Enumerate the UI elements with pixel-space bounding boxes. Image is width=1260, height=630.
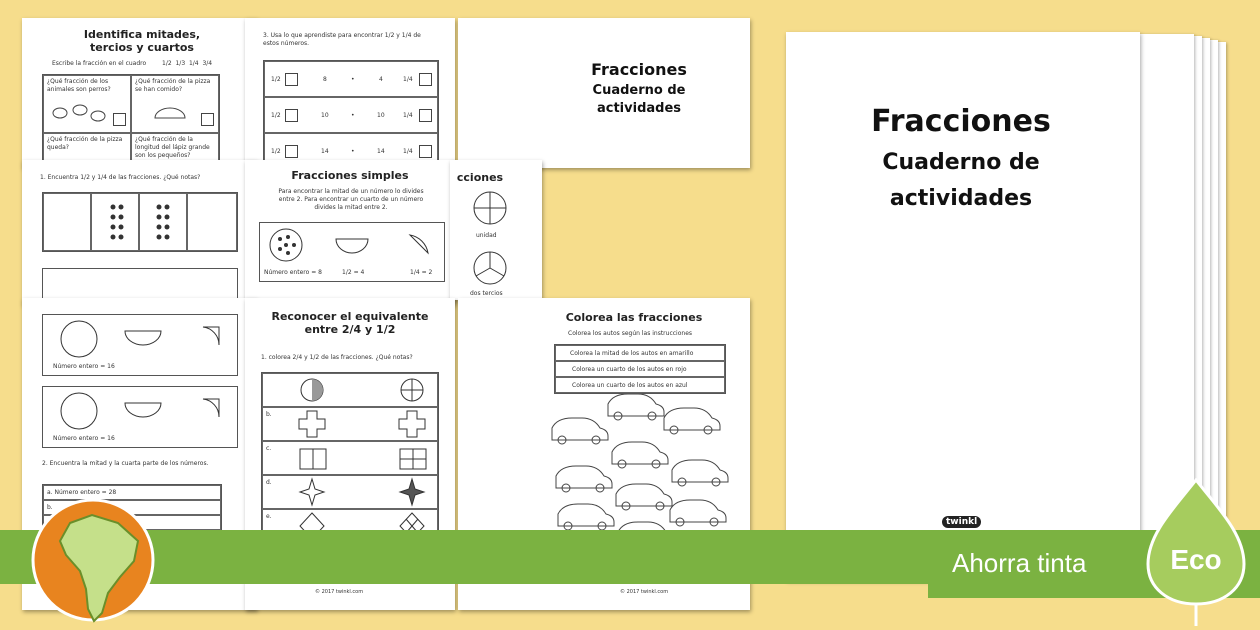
row-label: b.	[47, 504, 53, 511]
worksheet-instruction: 2. Encuentra la mitad y la cuarta parte de los números.	[42, 460, 209, 467]
circle-label: unidad	[476, 232, 497, 239]
pizza-icon	[150, 98, 190, 128]
fraction-label: 1/4	[403, 76, 413, 83]
twinkl-logo: twinkl	[942, 516, 981, 528]
fraction-label: 1/4	[403, 112, 413, 119]
bullet: •	[351, 112, 355, 119]
worksheet-text: Para encontrar la mitad de un número lo divides entre 2. Para encontrar un cuarto de un número divides la mitad entre 2.	[278, 188, 424, 211]
worksheet-instruction: 1. colorea 2/4 y 1/2 de las fracciones. ¿Qué notas?	[261, 354, 413, 361]
row-label: e.	[266, 513, 272, 520]
answer-box[interactable]	[285, 73, 298, 86]
whole-number-label: Número entero = 16	[53, 435, 115, 442]
animals-illustration	[50, 98, 110, 128]
question-cell	[131, 75, 219, 133]
cover-subtitle: Cuaderno de actividades	[592, 83, 686, 116]
worksheet-title: cciones	[456, 171, 504, 184]
worksheet-title: Identifica mitades, tercios y cuartos	[83, 28, 201, 54]
shapes-illustration	[43, 315, 237, 363]
fraction-label: 1/4	[188, 60, 199, 67]
question-cell	[43, 75, 131, 133]
whole-number: 8	[323, 76, 327, 83]
worksheet-circles	[450, 160, 542, 300]
whole-number-label: Número entero = 8	[264, 269, 322, 276]
footer: © 2017 twinkl.com	[315, 589, 364, 595]
cover-page-large	[786, 32, 1140, 580]
worksheet-instruction: 1. Encuentra 1/2 y 1/4 de las fracciones. ¿Qué notas?	[40, 174, 201, 181]
fraction-label: 1/2	[162, 60, 172, 67]
table-row	[264, 97, 438, 133]
circle-label: dos tercios	[470, 290, 503, 297]
ahorra-tinta-label: Ahorra tinta	[952, 548, 1087, 578]
cover-subtitle: Cuaderno de	[882, 150, 1040, 175]
question-text: ¿Qué fracción de los animales son perros?	[47, 78, 111, 93]
half-label: 1/2 = 4	[342, 269, 365, 276]
row-label: c.	[266, 445, 272, 452]
answer-box[interactable]	[201, 113, 214, 126]
instruction-row	[555, 361, 725, 377]
worksheet-find-fractions	[22, 160, 257, 305]
fraction-label: 1/2	[271, 148, 281, 155]
fraction-label: 3/4	[202, 60, 213, 67]
question-text: ¿Qué fracción de la pizza se han comido?	[135, 78, 211, 93]
number-table	[263, 60, 439, 168]
pizza-table	[259, 222, 445, 282]
cover-title: Fracciones	[871, 104, 1051, 139]
fraction-label: 1/4	[403, 148, 413, 155]
row-label: d.	[266, 479, 272, 486]
cover-title: Fracciones	[591, 60, 687, 79]
answer-box[interactable]	[285, 145, 298, 158]
fraction-shapes	[262, 373, 438, 543]
whole-number: 14	[377, 148, 385, 155]
instruction-text: Colorea un cuarto de los autos en rojo	[572, 366, 687, 373]
table-row	[264, 61, 438, 97]
answer-box[interactable]	[419, 73, 432, 86]
whole-number: 14	[321, 148, 329, 155]
worksheet-title: Reconocer el equivalente entre 2/4 y 1/2	[271, 310, 429, 336]
fraction-list	[162, 60, 212, 68]
dots-table	[42, 192, 238, 252]
row-label: b.	[266, 411, 272, 418]
worksheet-halves-quarters	[245, 18, 455, 168]
shapes-illustration	[43, 387, 237, 435]
footer: © 2017 twinkl.com	[620, 589, 669, 595]
shapes-table	[42, 314, 238, 376]
question-text: ¿Qué fracción de la pizza queda?	[47, 136, 123, 151]
instructions-box	[554, 344, 726, 394]
south-america-map-icon	[30, 497, 160, 627]
shapes-table	[42, 386, 238, 448]
answer-box[interactable]	[285, 109, 298, 122]
question-text: ¿Qué fracción de la longitud del lápiz grande son los pequeños?	[135, 136, 210, 159]
quarter-label: 1/4 = 2	[410, 269, 433, 276]
instruction-row	[555, 345, 725, 361]
answer-box[interactable]	[419, 109, 432, 122]
answer-box[interactable]	[419, 145, 432, 158]
instruction-text: Colorea la mitad de los autos en amarillo	[570, 350, 694, 357]
eco-label: Eco	[1170, 544, 1222, 575]
worksheet-title: Colorea las fracciones	[565, 311, 703, 324]
row-label: a. Número entero = 28	[47, 489, 117, 496]
shapes-grid	[261, 372, 439, 544]
cover-page-small	[458, 18, 750, 168]
fraction-label: 1/2	[271, 76, 281, 83]
fraction-label: 1/3	[175, 60, 186, 67]
instruction-row	[555, 377, 725, 393]
whole-number-label: Número entero = 16	[53, 363, 115, 370]
bullet: •	[351, 76, 355, 83]
worksheet-instruction: Escribe la fracción en el cuadro	[52, 60, 147, 67]
question-grid	[42, 74, 220, 168]
whole-number: 4	[379, 76, 383, 83]
answer-box[interactable]	[113, 113, 126, 126]
bullet: •	[351, 148, 355, 155]
worksheet-identifica-mitades	[22, 18, 257, 168]
worksheet-fracciones-simples	[245, 160, 455, 305]
instruction-text: Colorea un cuarto de los autos en azul	[572, 382, 688, 389]
whole-number: 10	[321, 112, 329, 119]
whole-number: 10	[377, 112, 385, 119]
fraction-label: 1/2	[271, 112, 281, 119]
worksheet-title: Fracciones simples	[291, 169, 409, 182]
cover-subtitle: actividades	[889, 186, 1033, 211]
worksheet-subtitle: Colorea los autos según las instrucciones	[568, 330, 693, 337]
dots-illustration	[43, 193, 237, 251]
worksheet-instruction: 3. Usa lo que aprendiste para encontrar 1/2 y 1/4 de estos números.	[263, 32, 421, 47]
fraction-circles	[450, 160, 542, 300]
pizza-icon	[260, 223, 444, 267]
